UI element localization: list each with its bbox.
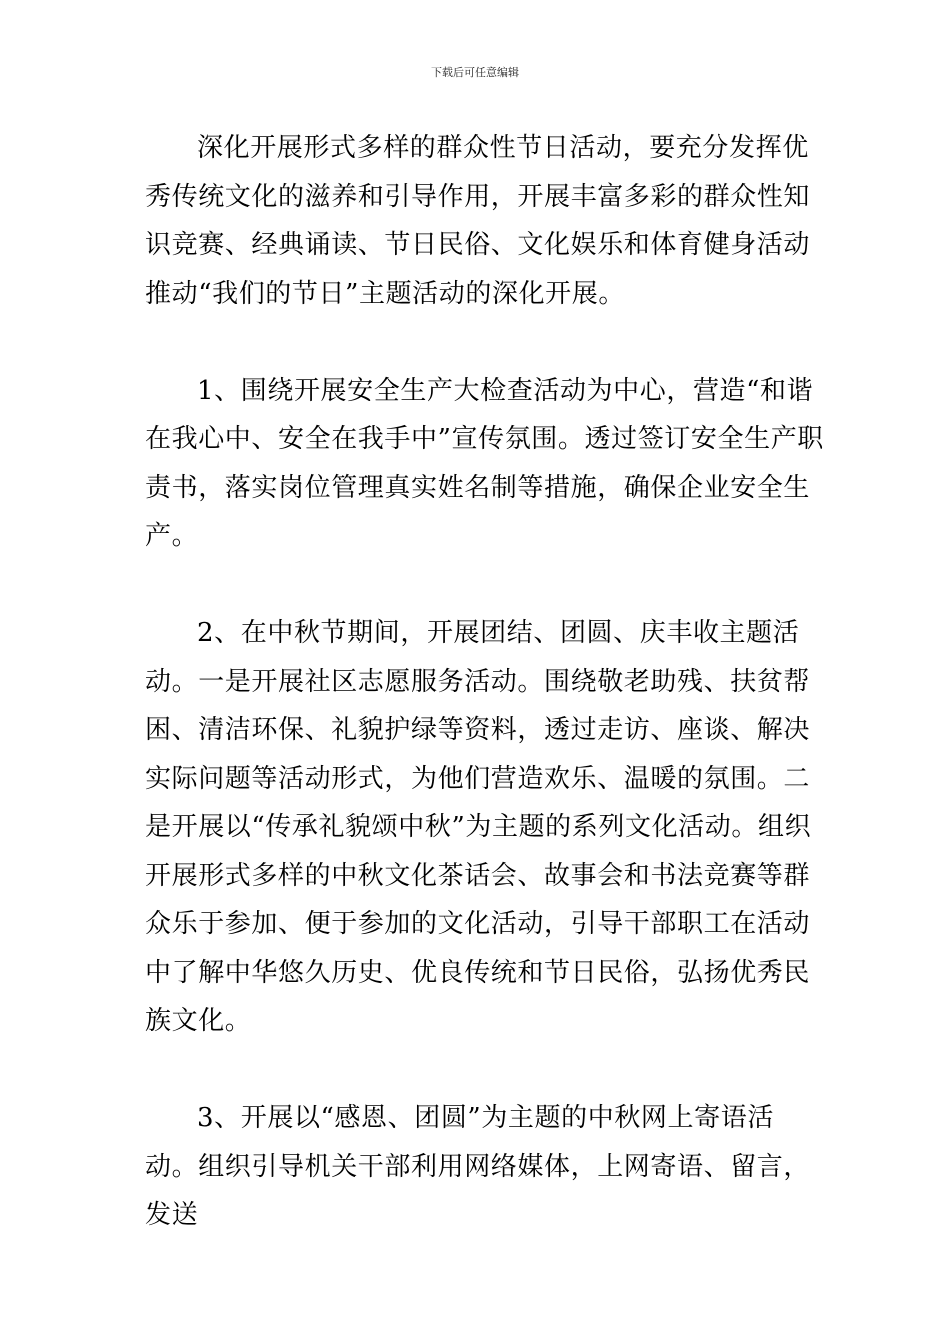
paragraph-spacer [145,561,825,610]
paragraph-item-3: 3、开展以“感恩、团圆”为主题的中秋网上寄语活动。组织引导机关干部利用网络媒体，上网寄语、留言，发送 [145,1103,811,1230]
paragraph-spacer [145,1046,825,1095]
paragraph-item-1: 1、围绕开展安全生产大检查活动为中心，营造“和谐在我心中、安全在我手中”宣传氛围。透过签订安全生产职责书，落实岗位管理真实姓名制等措施，确保企业安全生产。 [145,375,824,551]
paragraph-intro: 深化开展形式多样的群众性节日活动，要充分发挥优秀传统文化的滋养和引导作用，开展丰富多彩的群众性知识竞赛、经典诵读、节日民俗、文化娱乐和体育健身活动推动“我们的节日”主题活动的深化开展。 [145,133,811,309]
page-header-note: 下载后可任意编辑 [431,66,519,79]
document-body [145,124,825,1240]
paragraph-item-2: 2、在中秋节期间，开展团结、团圆、庆丰收主题活动。一是开展社区志愿服务活动。围绕敬老助残、扶贫帮困、清洁环保、礼貌护绿等资料，透过走访、座谈、解决实际问题等活动形式，为他们营造欢乐、温暖的氛围。二是开展以“传承礼貌颂中秋”为主题的系列文化活动。组织开展形式多样的中秋文化茶话会、故事会和书法竞赛等群众乐于参加、便于参加的文化活动，引导干部职工在活动中了解中华悠久历史、优良传统和节日民俗，弘扬优秀民族文化。 [145,618,812,1036]
paragraph-spacer [145,318,825,367]
